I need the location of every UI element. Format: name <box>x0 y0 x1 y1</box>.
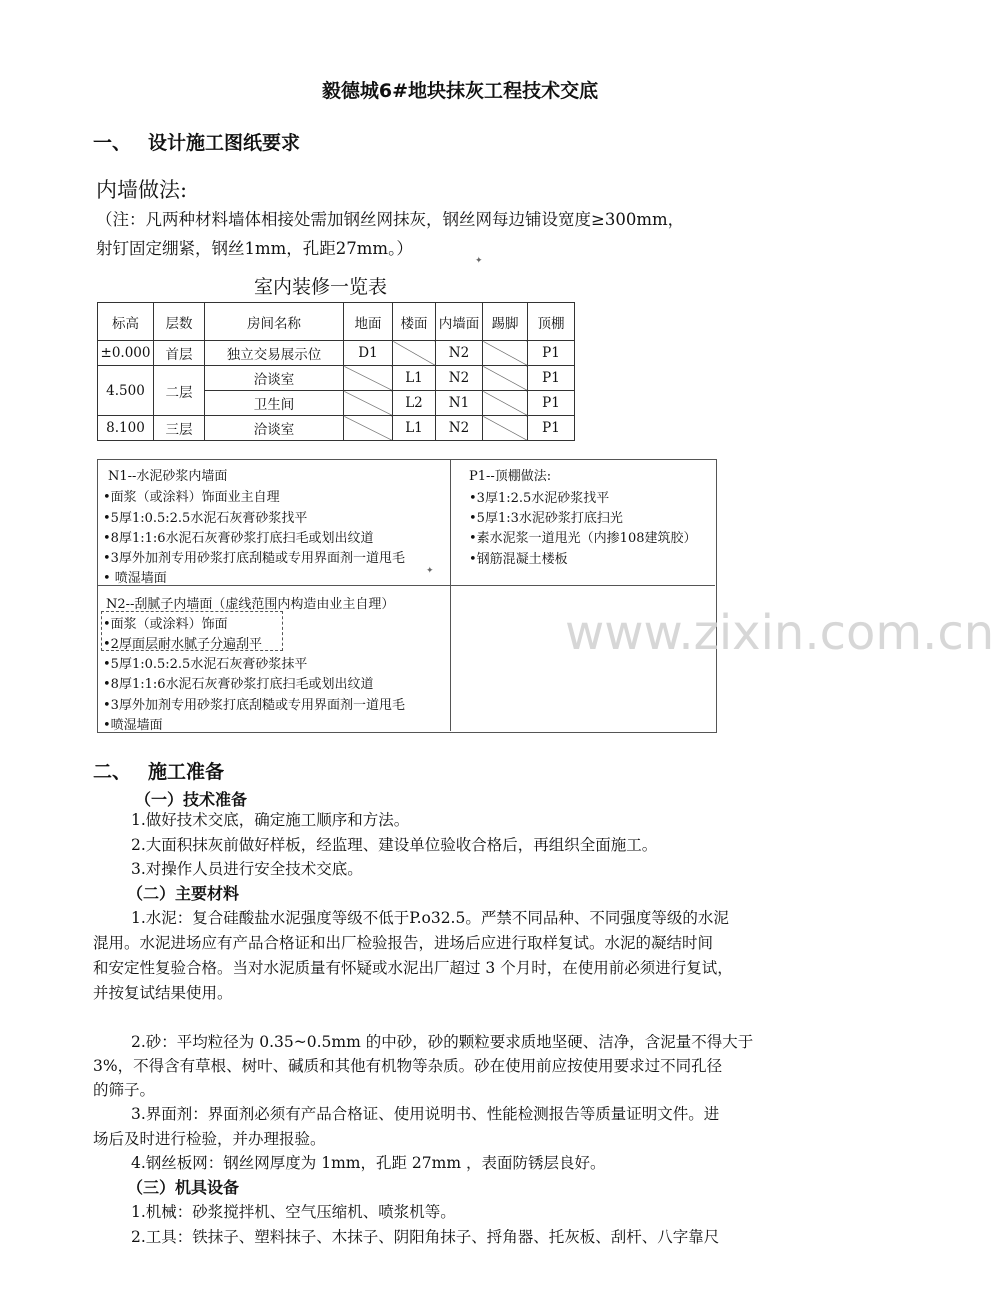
inner-wall-note-line2: 射钉固定绷紧，钢丝1mm，孔距27mm。） <box>96 239 413 258</box>
cell-skirting-empty <box>483 416 528 441</box>
cell-wall: N1 <box>436 391 483 416</box>
cell-skirting-empty <box>483 341 528 366</box>
cell-ceiling: P1 <box>528 391 575 416</box>
sub3-item: 1.机械：砂浆搅拌机、空气压缩机、喷浆机等。 <box>131 1203 456 1221</box>
sub2-title: （二）主要材料 <box>127 884 240 903</box>
spec-box-horizontal-divider <box>97 585 715 586</box>
cell-floor: 二层 <box>154 366 205 416</box>
sub1-item: 1.做好技术交底，确定施工顺序和方法。 <box>131 811 410 829</box>
cell-ground-empty <box>344 366 393 391</box>
cement-line: 混用。水泥进场应有产品合格证和出厂检验报告，进场后应进行取样复试。水泥的凝结时间 <box>93 934 714 952</box>
cell-skirting-empty <box>483 366 528 391</box>
n1-item: • 喷湿墙面 <box>103 571 167 586</box>
table-row <box>98 341 575 366</box>
cell-room: 独立交易展示位 <box>205 341 344 366</box>
sand-line: 2.砂：平均粒径为 0.35~0.5mm 的中砂，砂的颗粒要求质地坚硬、洁净，含泥量不得大于 <box>131 1033 754 1051</box>
p1-item: •素水泥浆一道甩光（内掺108建筑胶） <box>469 531 697 546</box>
sub3-title: （三）机具设备 <box>127 1178 240 1197</box>
sub1-item: 3.对操作人员进行安全技术交底。 <box>131 860 363 878</box>
cell-elevation: 4.500 <box>98 366 154 416</box>
sand-line: 3%，不得含有草根、树叶、碱质和其他有机物等杂质。砂在使用前应按使用要求过不同孔径 <box>93 1057 723 1075</box>
table-header-row <box>98 303 575 341</box>
header-ground: 地面 <box>344 303 393 341</box>
cell-ground: D1 <box>344 341 393 366</box>
sub1-title: （一）技术准备 <box>135 790 248 809</box>
cross-marker-icon: ✦ <box>475 256 483 266</box>
inner-wall-title: 内墙做法: <box>96 178 188 202</box>
header-storey: 楼面 <box>393 303 436 341</box>
header-room: 房间名称 <box>205 303 344 341</box>
cement-line: 和安定性复验合格。当对水泥质量有怀疑或水泥出厂超过 3 个月时，在使用前必须进行复试， <box>93 959 733 977</box>
cell-storey: L1 <box>393 366 436 391</box>
spec-box-vertical-divider <box>450 459 451 731</box>
header-floor: 层数 <box>154 303 205 341</box>
mesh-line: 4.钢丝板网：钢丝网厚度为 1mm，孔距 27mm ，表面防锈层良好。 <box>131 1154 606 1172</box>
n1-item: •3厚外加剂专用砂浆打底刮糙或专用界面剂一道甩毛 <box>103 551 405 566</box>
section1-number: 一、 <box>93 132 132 154</box>
header-skirting: 踢脚 <box>483 303 528 341</box>
sand-line: 的筛子。 <box>93 1081 156 1099</box>
cell-room: 卫生间 <box>205 391 344 416</box>
n2-item: •2厚面层耐水腻子分遍刮平 <box>103 637 262 652</box>
n2-item: •8厚1:1:6水泥石灰膏砂浆打底扫毛或划出纹道 <box>103 677 374 692</box>
cell-ceiling: P1 <box>528 366 575 391</box>
cell-room: 洽谈室 <box>205 366 344 391</box>
cell-elevation: ±0.000 <box>98 341 154 366</box>
agent-line: 场后及时进行检验，并办理报验。 <box>93 1130 326 1148</box>
room-table-caption: 室内装修一览表 <box>254 276 388 298</box>
cell-ground-empty <box>344 391 393 416</box>
section1-heading: 设计施工图纸要求 <box>148 132 301 154</box>
p1-item: •钢筋混凝土楼板 <box>469 552 568 567</box>
n1-title: N1--水泥砂浆内墙面 <box>108 469 228 484</box>
cell-ceiling: P1 <box>528 416 575 441</box>
cell-floor: 三层 <box>154 416 205 441</box>
watermark: www.zixin.com.cn <box>565 605 994 661</box>
cell-wall: N2 <box>436 341 483 366</box>
inner-wall-note-line1: （注：凡两种材料墙体相接处需加钢丝网抹灰，钢丝网每边铺设宽度≥300mm， <box>96 210 685 229</box>
room-finish-table <box>97 302 575 441</box>
cell-ceiling: P1 <box>528 341 575 366</box>
n1-item: •8厚1:1:6水泥石灰膏砂浆打底扫毛或划出纹道 <box>103 531 374 546</box>
n1-item: •5厚1:0.5:2.5水泥石灰膏砂浆找平 <box>103 511 308 526</box>
cell-room: 洽谈室 <box>205 416 344 441</box>
table-row <box>98 366 575 391</box>
header-elevation: 标高 <box>98 303 154 341</box>
cell-storey: L1 <box>393 416 436 441</box>
sub3-item: 2.工具：铁抹子、塑料抹子、木抹子、阴阳角抹子、捋角器、托灰板、刮杆、八字靠尺 <box>131 1228 720 1246</box>
n2-title: N2--刮腻子内墙面（虚线范围内构造由业主自理） <box>106 597 395 612</box>
sub1-item: 2.大面积抹灰前做好样板，经监理、建设单位验收合格后，再组织全面施工。 <box>131 836 658 854</box>
table-row <box>98 416 575 441</box>
p1-item: •3厚1:2.5水泥砂浆找平 <box>469 491 610 506</box>
n2-item: •5厚1:0.5:2.5水泥石灰膏砂浆抹平 <box>103 657 308 672</box>
agent-line: 3.界面剂：界面剂必须有产品合格证、使用说明书、性能检测报告等质量证明文件。进 <box>131 1105 720 1123</box>
cell-ground-empty <box>344 416 393 441</box>
cross-marker-icon: ✦ <box>426 566 434 576</box>
header-ceiling: 顶棚 <box>528 303 575 341</box>
n2-item: •喷湿墙面 <box>103 718 163 733</box>
cell-floor: 首层 <box>154 341 205 366</box>
cell-storey: L2 <box>393 391 436 416</box>
section2-heading: 施工准备 <box>148 761 225 783</box>
document-title: 毅德城6#地块抹灰工程技术交底 <box>321 80 599 102</box>
cell-wall: N2 <box>436 366 483 391</box>
cement-line: 并按复试结果使用。 <box>93 984 233 1002</box>
cell-skirting-empty <box>483 391 528 416</box>
p1-item: •5厚1:3水泥砂浆打底扫光 <box>469 511 623 526</box>
n1-item: •面浆（或涂料）饰面业主自理 <box>103 490 280 505</box>
n2-item: •3厚外加剂专用砂浆打底刮糙或专用界面剂一道甩毛 <box>103 698 405 713</box>
n2-item: •面浆（或涂料）饰面 <box>103 617 228 632</box>
section2-number: 二、 <box>93 761 132 783</box>
cement-line: 1.水泥：复合硅酸盐水泥强度等级不低于P.o32.5。严禁不同品种、不同强度等级的水泥 <box>131 909 729 927</box>
p1-title: P1--顶棚做法: <box>469 469 552 484</box>
cell-elevation: 8.100 <box>98 416 154 441</box>
cell-wall: N2 <box>436 416 483 441</box>
header-wall: 内墙面 <box>436 303 483 341</box>
cell-storey-empty <box>393 341 436 366</box>
